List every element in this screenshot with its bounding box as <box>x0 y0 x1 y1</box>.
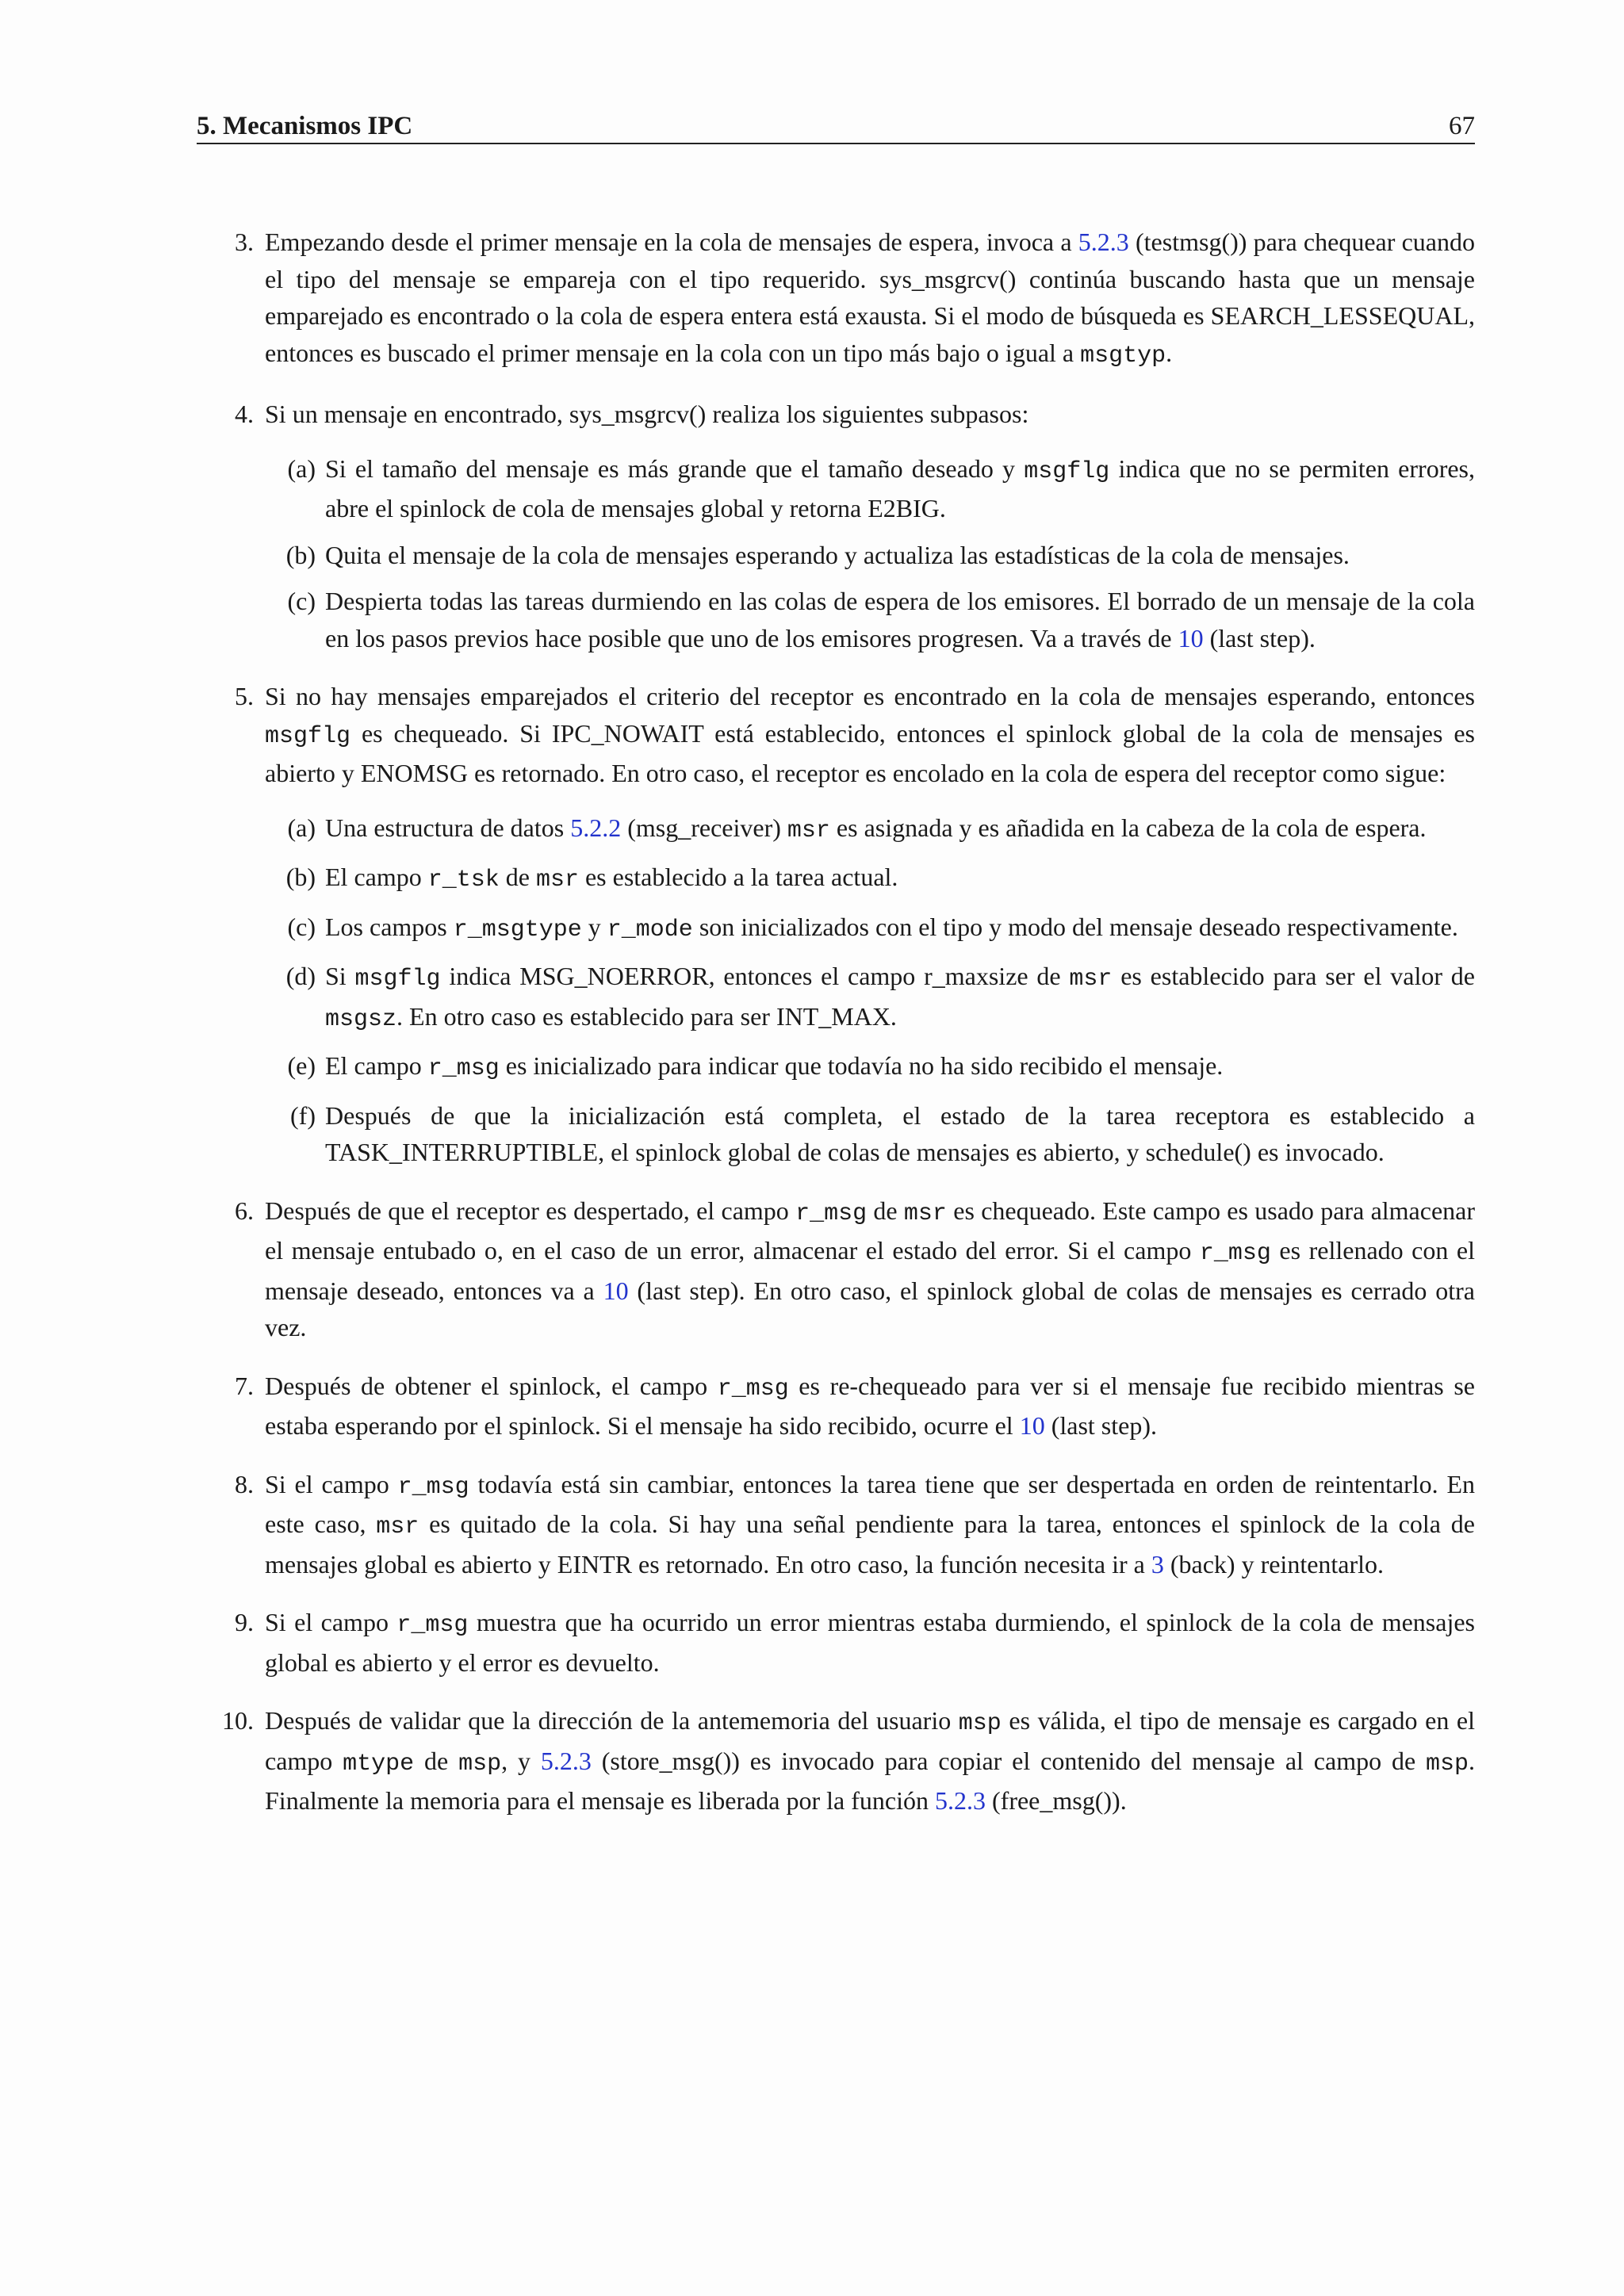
code-identifier: r_mode <box>607 916 693 943</box>
text-run: (store_msg()) es invocado para copiar el contenido del mensaje al campo de <box>591 1746 1427 1775</box>
text-run: . Finalmente la memoria para el mensaje es liberada por la función <box>265 1746 1476 1815</box>
step-item <box>197 224 1475 374</box>
substep-item <box>265 859 1475 899</box>
substep-list <box>265 809 1475 1171</box>
chapter-title: 5. Mecanismos IPC <box>197 112 413 140</box>
text-run: . <box>1166 338 1173 367</box>
running-header <box>197 101 1475 144</box>
text-run: Si el campo <box>265 1608 397 1636</box>
code-identifier: msp <box>1426 1750 1469 1777</box>
step-text <box>265 1608 1475 1677</box>
substep-text <box>325 863 898 894</box>
text-run: Después de que la inicialización está completa, el estado de la tarea receptora es establecido a TASK_INTERRUPTIBLE, el spinlock global de colas de mensajes es abierto, y schedule() es invocado. <box>325 1100 1475 1166</box>
text-run: muestra que ha ocurrido un error mientras estaba durmiendo, el spinlock de la cola de mensajes global es abierto y el error es devuelto. <box>265 1608 1476 1677</box>
substep-label: (c) <box>287 587 316 615</box>
text-run: y <box>581 912 607 941</box>
step-number: 10. <box>222 1706 254 1735</box>
code-identifier: r_msg <box>1199 1240 1271 1267</box>
substep-item <box>265 1097 1475 1171</box>
substep-label: (b) <box>285 863 316 891</box>
text-run: Si no hay mensajes emparejados el criterio del receptor es encontrado en la cola de mensajes esperando, entonces <box>265 682 1475 710</box>
text-run: Si <box>325 962 355 990</box>
text-run: es chequeado. Este campo es usado para almacenar el mensaje entubado o, en el caso de un error, almacenar el estado del error. Si el campo <box>265 1196 1476 1265</box>
substep-text <box>325 913 1458 941</box>
code-identifier: msr <box>535 867 579 894</box>
step-item <box>197 1604 1475 1681</box>
code-identifier: msr <box>787 817 830 844</box>
substep-label: (f) <box>290 1100 316 1130</box>
numbered-step-list <box>197 224 1475 1820</box>
code-identifier: r_msg <box>396 1612 469 1639</box>
code-identifier: msp <box>958 1710 1002 1737</box>
text-run: es establecido a la tarea actual. <box>578 863 898 891</box>
step-number: 7. <box>235 1371 254 1400</box>
text-run: Después de que el receptor es despertado, el campo <box>265 1196 796 1225</box>
text-run: (back) y reintentarlo. <box>1163 1549 1385 1578</box>
step-text <box>265 1196 1475 1342</box>
text-run: de <box>499 863 536 891</box>
text-run: Una estructura de datos <box>325 813 571 842</box>
text-run: es re-chequeado para ver si el mensaje fue recibido mientras se estaba esperando por el spinlock. Si el mensaje ha sido recibido, ocurre el <box>265 1371 1476 1440</box>
substep-text <box>325 454 1475 523</box>
text-run: es inicializado para indicar que todavía no ha sido recibido el mensaje. <box>499 1051 1224 1080</box>
step-text <box>265 682 1475 787</box>
text-run: es válida, el tipo de mensaje es cargado en el campo <box>265 1706 1475 1775</box>
step-item <box>197 1466 1475 1583</box>
text-run: (last step). <box>1203 623 1316 652</box>
substep-label: (d) <box>285 962 316 990</box>
substep-text <box>325 1101 1475 1167</box>
substep-item <box>265 450 1475 527</box>
step-item <box>197 678 1475 1171</box>
text-run: es rellenado con el mensaje deseado, entonces va a <box>265 1236 1476 1305</box>
text-run: es asignada y es añadida en la cabeza de la cola de espera. <box>829 813 1427 842</box>
text-run: (last step). <box>1044 1411 1157 1440</box>
step-number: 5. <box>235 682 254 710</box>
text-run: Empezando desde el primer mensaje en la cola de mensajes de espera, invoca a <box>265 228 1078 256</box>
cross-reference-link[interactable]: 10 <box>603 1276 629 1305</box>
text-run: es quitado de la cola. Si hay una señal pendiente para la tarea, entonces el spinlock de la cola de mensajes global es abierto y EINTR es retornado. En otro caso, la función necesita ir a <box>265 1510 1476 1578</box>
substep-text <box>325 541 1350 569</box>
text-run: El campo <box>325 863 428 891</box>
text-run: Los campos <box>325 912 454 941</box>
cross-reference-link[interactable]: 5.2.3 <box>540 1746 592 1775</box>
text-run: Despierta todas las tareas durmiendo en las colas de espera de los emisores. El borrado de un mensaje de la cola en los pasos previos hace posible que uno de los emisores progresen. Va a través de <box>325 587 1475 652</box>
text-run: (testmsg()) para chequear cuando el tipo del mensaje se empareja con el tipo requerido. sys_msgrcv() continúa buscando hasta que un mensaje emparejado es encontrado o la cola de espera entera está exausta. Si el modo de búsqueda es SEARCH_LESSEQUAL, entonces es buscado el primer mensaje en la cola con un tipo más bajo o igual a <box>265 228 1476 367</box>
cross-reference-link[interactable]: 5.2.3 <box>935 1786 986 1815</box>
text-run: es establecido para ser el valor de <box>1112 962 1475 990</box>
text-run: El campo <box>325 1051 428 1080</box>
code-identifier: msgflg <box>354 966 441 993</box>
code-identifier: r_msg <box>427 1055 500 1082</box>
text-run: Si un mensaje en encontrado, sys_msgrcv() realiza los siguientes subpasos: <box>265 400 1029 428</box>
substep-item <box>265 909 1475 949</box>
substep-label: (a) <box>287 453 316 483</box>
code-identifier: mtype <box>343 1750 415 1777</box>
substep-label: (c) <box>287 912 316 941</box>
code-identifier: msgtyp <box>1080 342 1166 369</box>
cross-reference-link[interactable]: 5.2.2 <box>570 813 622 842</box>
substep-text <box>325 813 1427 842</box>
substep-label: (a) <box>287 813 316 842</box>
substep-item <box>265 958 1475 1038</box>
code-identifier: msgflg <box>265 722 351 750</box>
cross-reference-link[interactable]: 10 <box>1019 1411 1045 1440</box>
code-identifier: msgsz <box>325 1005 397 1033</box>
substep-item <box>265 809 1475 850</box>
substep-text <box>325 1051 1223 1080</box>
text-run: . En otro caso es establecido para ser INT_MAX. <box>396 1001 897 1031</box>
step-text <box>265 1372 1475 1441</box>
step-item <box>197 396 1475 656</box>
text-run: (msg_receiver) <box>621 813 787 842</box>
step-item <box>197 1702 1475 1820</box>
text-run: son inicializados con el tipo y modo del mensaje deseado respectivamente. <box>692 912 1458 941</box>
text-run: indica que no se permiten errores, abre el spinlock de cola de mensajes global y retorna E2BIG. <box>325 453 1476 522</box>
step-text <box>265 400 1028 428</box>
text-run: indica MSG_NOERROR, entonces el campo r_maxsize de <box>440 962 1070 990</box>
substep-item <box>265 583 1475 656</box>
page-number: 67 <box>1449 112 1475 140</box>
substep-text <box>325 962 1475 1031</box>
substep-item <box>265 537 1475 574</box>
step-number: 9. <box>235 1608 254 1636</box>
code-identifier: msgflg <box>1024 457 1110 485</box>
text-run: Después de obtener el spinlock, el campo <box>265 1371 718 1400</box>
code-identifier: msr <box>376 1513 419 1540</box>
code-identifier: msr <box>1069 966 1113 993</box>
substep-item <box>265 1047 1475 1088</box>
substep-label: (b) <box>285 540 316 569</box>
cross-reference-link[interactable]: 5.2.3 <box>1078 228 1129 256</box>
step-number: 6. <box>235 1196 254 1225</box>
cross-reference-link[interactable]: 3 <box>1151 1549 1164 1578</box>
code-identifier: r_tsk <box>427 867 500 894</box>
text-run: es chequeado. Si IPC_NOWAIT está establecido, entonces el spinlock global de la cola de mensajes es abierto y ENOMSG es retornado. En otro caso, el receptor es encolado en la cola de espera del receptor como sigue: <box>265 718 1475 787</box>
text-run: (last step). En otro caso, el spinlock global de colas de mensajes es cerrado otra vez. <box>265 1276 1475 1341</box>
text-run: de <box>867 1196 904 1225</box>
substep-list <box>265 450 1475 657</box>
step-number: 8. <box>235 1469 254 1498</box>
text-run: Si el campo <box>265 1469 398 1498</box>
step-item <box>197 1192 1475 1346</box>
code-identifier: r_msg <box>397 1473 469 1501</box>
cross-reference-link[interactable]: 10 <box>1178 623 1204 652</box>
step-number: 3. <box>235 228 254 256</box>
step-text <box>265 1706 1475 1815</box>
substep-text <box>325 587 1475 652</box>
step-text <box>265 1470 1475 1578</box>
text-run: Quita el mensaje de la cola de mensajes esperando y actualiza las estadísticas de la cola de mensajes. <box>325 540 1350 569</box>
step-item <box>197 1368 1475 1445</box>
text-run: Si el tamaño del mensaje es más grande que el tamaño deseado y <box>325 453 1025 483</box>
step-text <box>265 228 1475 367</box>
step-number: 4. <box>235 400 254 428</box>
substep-label: (e) <box>287 1051 316 1080</box>
code-identifier: r_msg <box>795 1200 868 1227</box>
text-run: todavía está sin cambiar, entonces la tarea tiene que ser despertada en orden de reintentarlo. En este caso, <box>265 1469 1476 1538</box>
text-run: Después de validar que la dirección de la antememoria del usuario <box>265 1706 959 1735</box>
page-body <box>197 224 1475 1841</box>
code-identifier: r_msgtype <box>453 916 582 943</box>
text-run: (free_msg()). <box>986 1786 1127 1815</box>
code-identifier: r_msg <box>717 1375 789 1402</box>
text-run: , y <box>501 1746 541 1775</box>
code-identifier: msr <box>903 1200 947 1227</box>
code-identifier: msp <box>458 1750 502 1777</box>
text-run: de <box>414 1746 459 1775</box>
